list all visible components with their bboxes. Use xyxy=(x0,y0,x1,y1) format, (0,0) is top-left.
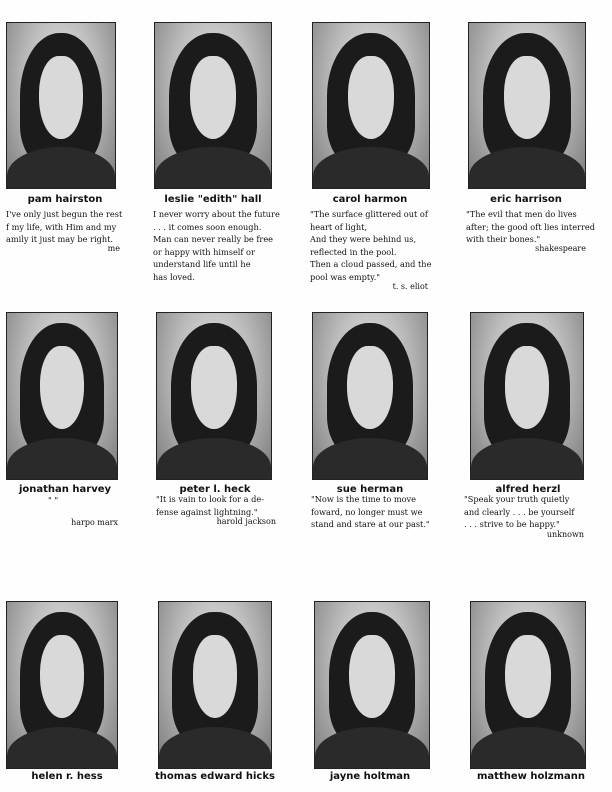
student-name: alfred herzl xyxy=(495,484,561,495)
quote-attribution: harpo marx xyxy=(71,518,118,527)
student-name: sue herman xyxy=(336,484,404,495)
student-name: jayne holtman xyxy=(329,771,411,782)
portrait-photo xyxy=(156,312,272,480)
student-name: peter l. heck xyxy=(179,484,251,495)
portrait-photo xyxy=(312,22,430,189)
portrait-photo xyxy=(158,601,272,769)
student-quote: I've only just begun the rest f my life, with Him and my amily it just may be right. xyxy=(6,209,123,245)
student-quote: "The evil that men do lives after; the good oft lies interred with their bones." xyxy=(466,209,595,245)
portrait-photo xyxy=(6,22,116,189)
student-quote: "Now is the time to move foward, no longer must we stand and stare at our past." xyxy=(311,494,430,530)
portrait-photo xyxy=(154,22,272,189)
student-name: thomas edward hicks xyxy=(155,771,275,782)
portrait-photo xyxy=(6,312,118,480)
quote-attribution: shakespeare xyxy=(535,244,586,253)
student-quote: "Speak your truth quietly and clearly . . . be yourself . . . strive to be happy." xyxy=(464,494,575,530)
student-name: carol harmon xyxy=(332,194,408,205)
portrait-photo xyxy=(6,601,118,769)
portrait-photo xyxy=(468,22,586,189)
student-name: pam hairston xyxy=(27,194,103,205)
student-name: helen r. hess xyxy=(31,771,103,782)
student-quote: "The surface glittered out of heart of light, And they were behind us, reflected in the pool. Then a cloud passed, and the pool was empty." xyxy=(310,209,432,282)
student-name: eric harrison xyxy=(490,194,562,205)
student-name: jonathan harvey xyxy=(18,484,112,495)
student-quote: "It is vain to look for a de- fense against lightning." xyxy=(156,494,264,517)
quote-attribution: me xyxy=(107,244,120,253)
portrait-photo xyxy=(312,312,428,480)
student-quote: " " xyxy=(48,495,59,505)
student-quote: I never worry about the future . . . it comes soon enough. Man can never really be free or happy with himself or understand life until he has loved. xyxy=(153,209,280,282)
student-name: matthew holzmann xyxy=(477,771,585,782)
portrait-photo xyxy=(314,601,430,769)
quote-attribution: unknown xyxy=(546,530,584,539)
portrait-photo xyxy=(470,601,586,769)
portrait-photo xyxy=(470,312,584,480)
quote-attribution: harold jackson xyxy=(216,517,276,526)
student-name: leslie "edith" hall xyxy=(164,194,262,205)
quote-attribution: t. s. eliot xyxy=(392,282,428,291)
